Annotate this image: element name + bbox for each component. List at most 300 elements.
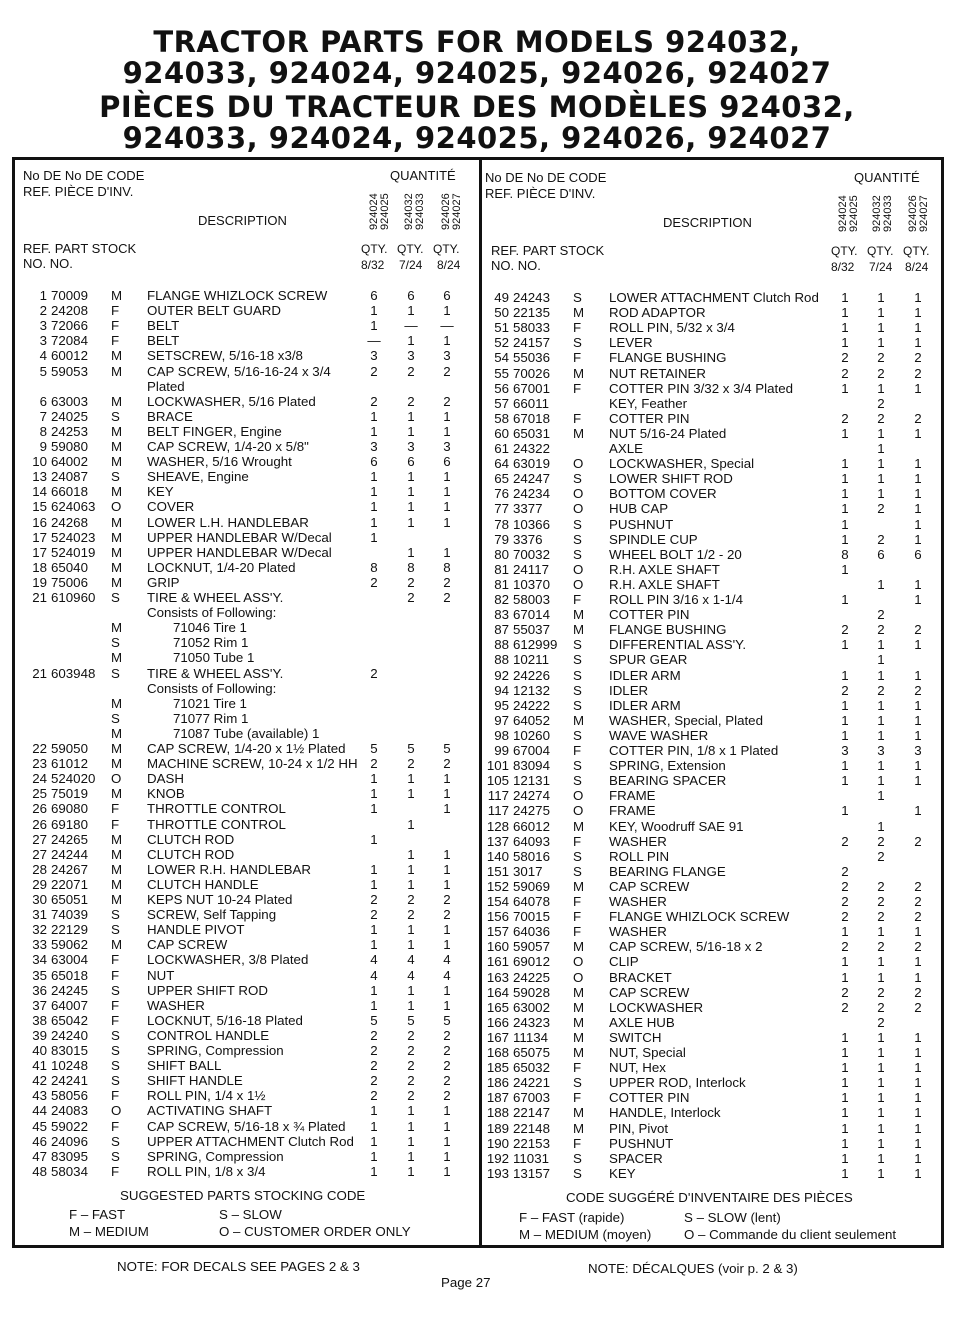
description: SPRING, Compression — [147, 1043, 284, 1058]
description: FRAME — [609, 803, 656, 819]
part-row — [23, 1028, 475, 1043]
stock-code: S — [111, 1133, 120, 1149]
qty-value: 2 — [877, 939, 885, 955]
description: LOCKNUT, 1/4-20 Plated — [147, 559, 296, 575]
qty-value: 3 — [370, 348, 378, 364]
legend-title: SUGGESTED PARTS STOCKING CODE — [120, 1188, 366, 1203]
part-no: 24096 — [51, 1133, 88, 1149]
qty-value: 2 — [877, 531, 885, 547]
part-row — [23, 741, 475, 756]
qty-value: 2 — [370, 756, 378, 772]
qty-value: 2 — [914, 350, 922, 366]
qty-value: 1 — [443, 937, 451, 953]
qty-value: 1 — [370, 771, 378, 787]
description: UPPER SHIFT ROD — [147, 982, 268, 998]
qty-value: 2 — [370, 363, 378, 379]
stock-code: O — [573, 576, 584, 592]
part-row — [485, 1015, 941, 1030]
ref-no: 31 — [32, 907, 47, 923]
qty-value: 1 — [877, 380, 885, 396]
qty-date: 8/32 — [831, 260, 855, 274]
part-no: 12132 — [513, 682, 550, 698]
qty-value: — — [367, 333, 381, 349]
qty-value: 1 — [914, 290, 922, 305]
qty-value: 1 — [370, 1148, 378, 1164]
stock-code: M — [573, 999, 585, 1015]
qty-value: 1 — [877, 290, 885, 305]
part-row — [23, 847, 475, 862]
part-row — [23, 545, 475, 560]
qty-value: 2 — [841, 999, 849, 1015]
part-no: 22153 — [513, 1135, 550, 1151]
part-no: 63002 — [513, 999, 550, 1015]
qty-value: 1 — [407, 469, 415, 485]
qty-value: 6 — [443, 454, 451, 470]
part-no: 63003 — [51, 393, 88, 409]
qty-value: 5 — [443, 741, 451, 756]
stock-code: M — [111, 861, 123, 877]
model-label: 924025 — [848, 195, 860, 232]
part-no: 3017 — [513, 863, 543, 879]
qty-value: 1 — [914, 803, 922, 819]
description: BEARING FLANGE — [609, 863, 726, 879]
title-line-4: 924033, 924024, 924025, 924026, 924027 — [122, 121, 832, 155]
part-row — [485, 909, 941, 924]
qty-value: 6 — [407, 288, 415, 303]
part-row — [485, 668, 941, 683]
part-row — [485, 1151, 941, 1166]
ref-no: 10 — [32, 454, 47, 470]
description: SPACER — [609, 1150, 663, 1166]
qty-value: 1 — [407, 922, 415, 938]
ref-no: 13 — [32, 469, 47, 485]
qty-value: 2 — [443, 574, 451, 590]
part-row — [485, 788, 941, 803]
stock-code: S — [573, 863, 582, 879]
header-description: DESCRIPTION — [663, 215, 752, 230]
qty-value: 2 — [914, 984, 922, 1000]
qty-value: 1 — [370, 408, 378, 424]
qty-value: 1 — [877, 456, 885, 472]
qty-value: 1 — [407, 816, 415, 832]
ref-no: 44 — [32, 1103, 47, 1119]
part-no: 524023 — [51, 529, 96, 545]
part-row — [485, 486, 941, 501]
qty-value: 1 — [407, 876, 415, 892]
qty-value: 1 — [841, 320, 849, 336]
qty-value: 4 — [407, 952, 415, 968]
qty-value: 2 — [877, 999, 885, 1015]
part-no: 24087 — [51, 469, 88, 485]
ref-no: 79 — [494, 531, 509, 547]
ref-no: 152 — [486, 878, 509, 894]
legend-medium: M – MEDIUM — [69, 1224, 149, 1239]
part-row — [23, 801, 475, 816]
part-no: 65075 — [513, 1045, 550, 1060]
part-no: 24274 — [513, 788, 550, 804]
description: ROD ADAPTOR — [609, 305, 706, 321]
qty-value: 1 — [914, 456, 922, 472]
ref-no: 186 — [486, 1075, 509, 1091]
qty-value: 1 — [841, 954, 849, 970]
qty-value: 1 — [877, 471, 885, 487]
qty-value: 2 — [407, 574, 415, 590]
qty-value: 3 — [877, 743, 885, 758]
part-row — [485, 381, 941, 396]
description: CAP SCREW, 1/4-20 x 5/8" — [147, 439, 309, 454]
ref-no: 87 — [494, 622, 509, 638]
stock-code: F — [573, 592, 582, 607]
qty-value: 2 — [407, 1027, 415, 1043]
stock-code: M — [111, 741, 123, 756]
qty-value: 1 — [443, 499, 451, 515]
ref-no: 168 — [486, 1045, 509, 1060]
qty-date: 8/24 — [437, 258, 461, 272]
description: PUSHNUT — [609, 1135, 674, 1151]
model-label: 924025 — [379, 193, 391, 230]
part-row — [23, 817, 475, 832]
part-no: 24117 — [513, 561, 549, 577]
qty-value: 2 — [877, 682, 885, 698]
part-row — [23, 469, 475, 484]
ref-no: 39 — [32, 1027, 47, 1043]
qty-value: 1 — [443, 997, 451, 1013]
part-row — [23, 530, 475, 545]
qty-value: 1 — [841, 758, 849, 774]
qty-value: 1 — [914, 1029, 922, 1045]
qty-value: 1 — [877, 727, 885, 743]
qty-value: 2 — [443, 1073, 451, 1089]
qty-value: 1 — [877, 1090, 885, 1106]
qty-value: 4 — [443, 967, 451, 983]
qty-value: 2 — [841, 410, 849, 426]
description: TIRE & WHEEL ASS'Y. — [147, 665, 284, 681]
qty-date: 8/32 — [361, 258, 385, 272]
part-row — [23, 575, 475, 590]
part-row — [23, 515, 475, 530]
qty-value: 1 — [407, 303, 415, 319]
part-no: 55036 — [513, 350, 550, 366]
description: Consists of Following: — [147, 680, 277, 696]
description: LOWER SHIFT ROD — [609, 471, 733, 487]
stock-code: M — [573, 1120, 585, 1136]
description: WHEEL BOLT 1/2 - 20 — [609, 546, 742, 562]
stock-code: S — [111, 710, 120, 726]
qty-value: 1 — [877, 486, 885, 502]
qty-value: 2 — [443, 1027, 451, 1043]
ref-no: 60 — [494, 425, 509, 441]
qty-value: 2 — [407, 393, 415, 409]
ref-no: 61 — [494, 441, 509, 456]
qty-value: 1 — [914, 592, 922, 607]
qty-value: 1 — [407, 846, 415, 862]
qty-value: 2 — [443, 393, 451, 409]
qty-value: 1 — [443, 1103, 451, 1119]
ref-no: 34 — [32, 952, 47, 968]
stock-code: S — [573, 290, 582, 305]
part-row — [23, 711, 475, 726]
part-no: 624063 — [51, 499, 96, 515]
stock-code: O — [573, 456, 584, 472]
qty-value: 2 — [443, 1058, 451, 1074]
ref-no: 140 — [486, 848, 509, 864]
part-row — [485, 1060, 941, 1075]
description: R.H. AXLE SHAFT — [609, 561, 720, 577]
part-row — [485, 396, 941, 411]
part-row — [23, 364, 475, 379]
qty-value: 3 — [914, 743, 922, 758]
stock-code: O — [573, 561, 584, 577]
description: LOWER ATTACHMENT Clutch Rod — [609, 290, 819, 305]
ref-no: 3 — [39, 333, 47, 349]
description: COTTER PIN, 1/8 x 1 Plated — [609, 743, 779, 758]
stock-code: O — [573, 501, 584, 517]
ref-no: 26 — [32, 801, 47, 817]
part-row — [23, 650, 475, 665]
qty-value: 2 — [370, 1043, 378, 1058]
title-line-1: TRACTOR PARTS FOR MODELS 924032, — [153, 25, 801, 59]
stock-code: S — [573, 652, 582, 668]
ref-no: 15 — [32, 499, 47, 515]
part-row — [485, 879, 941, 894]
description: SHEAVE, Engine — [147, 469, 249, 485]
part-no: 60012 — [51, 348, 88, 364]
ref-no: 54 — [494, 350, 509, 366]
stock-code: S — [111, 1043, 120, 1058]
part-row — [485, 471, 941, 486]
description: LOCKWASHER, 5/16 Plated — [147, 393, 316, 409]
part-row — [23, 832, 475, 847]
part-no: 67004 — [513, 743, 550, 758]
description: SPUR GEAR — [609, 652, 688, 668]
part-row — [485, 1121, 941, 1136]
qty-value: 1 — [877, 1029, 885, 1045]
ref-no: 78 — [494, 516, 509, 532]
ref-no: 117 — [487, 788, 509, 804]
qty-value: 2 — [914, 999, 922, 1015]
qty-value: 1 — [841, 667, 849, 683]
description: WASHER — [609, 833, 667, 849]
qty-value: 1 — [841, 456, 849, 472]
part-row — [23, 409, 475, 424]
part-no: 24240 — [51, 1027, 88, 1043]
ref-no: 21 — [32, 665, 47, 681]
part-no: 83094 — [513, 758, 550, 774]
qty-value: 1 — [841, 531, 849, 547]
stock-code: M — [573, 1014, 585, 1030]
qty-value: 2 — [914, 622, 922, 638]
model-label: 924032 — [871, 195, 883, 232]
qty-value: 1 — [877, 788, 885, 804]
part-no: 612999 — [513, 637, 558, 653]
description: WASHER — [609, 894, 667, 909]
stock-code: M — [573, 607, 585, 623]
qty-value: 1 — [914, 969, 922, 985]
stock-code: M — [111, 363, 123, 379]
stock-code: S — [111, 1058, 120, 1074]
qty-value: — — [404, 318, 418, 334]
qty-value: 2 — [407, 756, 415, 772]
legend-medium: M – MEDIUM (moyen) — [519, 1227, 652, 1242]
qty-value: 1 — [841, 486, 849, 502]
qty-value: 1 — [877, 652, 885, 668]
part-no: 24322 — [513, 441, 550, 456]
part-no: 58016 — [513, 848, 550, 864]
part-row — [485, 758, 941, 773]
qty-value: 1 — [877, 1150, 885, 1166]
part-no: 524020 — [51, 771, 96, 787]
part-no: 83095 — [51, 1148, 88, 1164]
part-row — [23, 892, 475, 907]
qty-value: 1 — [877, 576, 885, 592]
description: SETSCREW, 5/16-18 x3/8 — [147, 348, 303, 364]
stock-code: M — [111, 288, 123, 303]
part-no: 11031 — [513, 1150, 549, 1166]
part-row — [23, 590, 475, 605]
description: IDLER — [609, 682, 649, 698]
qty-value: 1 — [407, 1133, 415, 1149]
parts-table-frame — [12, 157, 944, 1248]
stock-code: F — [573, 380, 582, 396]
qty-value: 1 — [407, 423, 415, 439]
stock-code: S — [573, 697, 582, 713]
legend-fast: F – FAST (rapide) — [519, 1210, 625, 1225]
qty-value: 5 — [407, 1012, 415, 1028]
part-row — [485, 577, 941, 592]
stock-code: S — [111, 469, 120, 485]
description: SHIFT BALL — [147, 1058, 222, 1074]
qty-value: 1 — [914, 486, 922, 502]
qty-value: 2 — [877, 848, 885, 864]
qty-value: 2 — [841, 833, 849, 849]
part-row — [485, 939, 941, 954]
part-no: 65040 — [51, 559, 88, 575]
qty-value: 1 — [370, 1103, 378, 1119]
part-row — [23, 681, 475, 696]
qty-value: 8 — [370, 559, 378, 575]
part-no: 3377 — [513, 501, 543, 517]
qty-value: 1 — [443, 982, 451, 998]
description: HANDLE PIVOT — [147, 922, 245, 938]
qty-value: 1 — [841, 1165, 849, 1181]
stock-code: M — [573, 622, 585, 638]
part-no: 65032 — [513, 1060, 550, 1076]
qty-value: 1 — [841, 1135, 849, 1151]
part-row — [485, 411, 941, 426]
right-parts-panel — [485, 160, 941, 1245]
ref-no: 58 — [494, 410, 509, 426]
description: CLUTCH ROD — [147, 831, 235, 847]
qty-value: 1 — [407, 861, 415, 877]
part-no: 64052 — [513, 712, 550, 728]
ref-no: 165 — [486, 999, 509, 1015]
part-row — [23, 983, 475, 998]
qty-value: 5 — [407, 741, 415, 756]
ref-no: 36 — [32, 982, 47, 998]
part-row — [485, 970, 941, 985]
qty-value: 2 — [841, 682, 849, 698]
part-no: 10260 — [513, 727, 550, 743]
part-no: 10248 — [51, 1058, 88, 1074]
qty-value: 1 — [841, 305, 849, 321]
qty-value: 3 — [841, 743, 849, 758]
part-row — [23, 952, 475, 967]
description: LOCKWASHER, Special — [609, 456, 755, 472]
part-no: 24157 — [513, 335, 550, 351]
stock-code: S — [573, 773, 582, 789]
stock-code: M — [111, 529, 123, 545]
stock-code: M — [111, 695, 123, 711]
description: BELT — [147, 318, 180, 334]
qty-value: 1 — [914, 1135, 922, 1151]
part-row — [23, 696, 475, 711]
ref-no: 97 — [494, 712, 509, 728]
qty-value: 2 — [914, 909, 922, 925]
qty-value: 2 — [407, 1058, 415, 1074]
part-no: 65051 — [51, 892, 88, 907]
ref-no: 30 — [32, 892, 47, 907]
description: SHIFT HANDLE — [147, 1073, 243, 1089]
description: FLANGE WHIZLOCK SCREW — [147, 288, 328, 303]
part-row — [23, 1103, 475, 1118]
part-no: 24222 — [513, 697, 550, 713]
page-number: Page 27 — [441, 1275, 491, 1290]
part-row — [23, 424, 475, 439]
part-no: 24265 — [51, 831, 88, 847]
description: CLUTCH HANDLE — [147, 876, 259, 892]
qty-value: 1 — [407, 1103, 415, 1119]
part-row — [23, 877, 475, 892]
qty-value: 1 — [443, 303, 451, 319]
qty-value: 1 — [443, 801, 451, 817]
ref-no: 193 — [486, 1165, 509, 1181]
part-no: 3376 — [513, 531, 543, 547]
part-no: 24323 — [513, 1014, 550, 1030]
qty-value: 1 — [877, 924, 885, 940]
stock-code: S — [111, 1148, 120, 1164]
part-row — [485, 426, 941, 441]
ref-no: 6 — [39, 393, 47, 409]
qty-value: 4 — [370, 952, 378, 968]
part-no: 24243 — [513, 290, 550, 305]
stock-code: M — [111, 348, 123, 364]
part-row — [485, 547, 941, 562]
part-no: 12131 — [513, 773, 550, 789]
qty-value: 2 — [443, 590, 451, 605]
qty-value: 1 — [407, 1163, 415, 1179]
part-no: 610960 — [51, 590, 96, 605]
qty-value: 1 — [370, 529, 378, 545]
qty-value: 3 — [407, 439, 415, 454]
part-no: 70009 — [51, 288, 88, 303]
part-row — [23, 484, 475, 499]
qty-value: 1 — [841, 697, 849, 713]
decal-note-en: NOTE: FOR DECALS SEE PAGES 2 & 3 — [117, 1259, 360, 1274]
qty-value: 1 — [443, 861, 451, 877]
qty-date: 7/24 — [399, 258, 423, 272]
part-no: 59062 — [51, 937, 88, 953]
stock-code: F — [111, 801, 120, 817]
description: MACHINE SCREW, 10-24 x 1/2 HH — [147, 756, 358, 772]
description: COTTER PIN — [609, 410, 690, 426]
qty-value: 1 — [914, 1075, 922, 1091]
part-no: 24275 — [513, 803, 550, 819]
qty-value: 3 — [443, 348, 451, 364]
model-label: 924024 — [368, 193, 380, 230]
description: CAP SCREW — [609, 878, 690, 894]
ref-no: 28 — [32, 861, 47, 877]
qty-value: 1 — [877, 969, 885, 985]
